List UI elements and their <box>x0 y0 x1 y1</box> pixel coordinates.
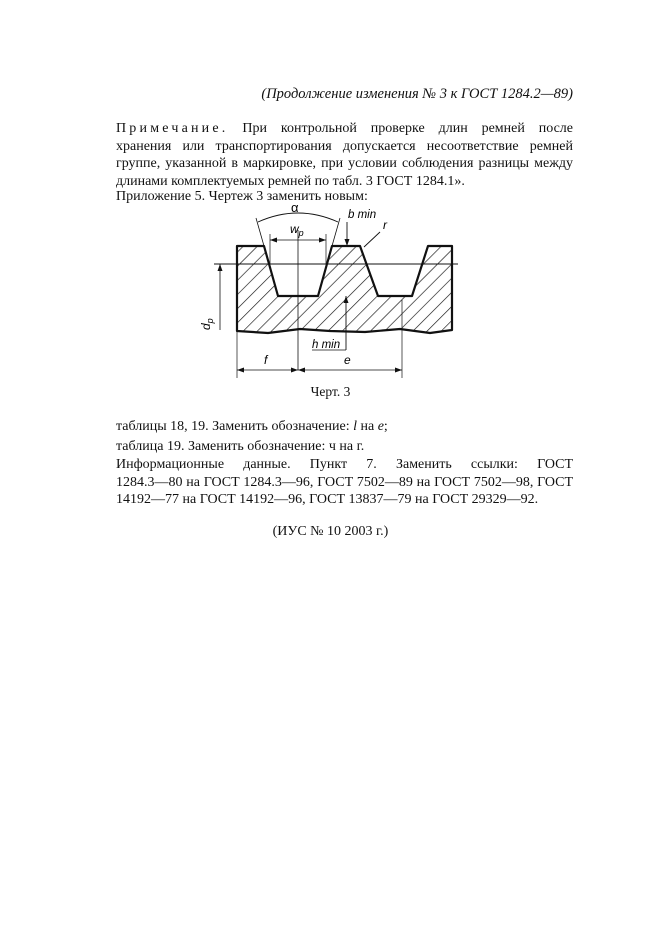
alpha-extension-right <box>332 218 340 246</box>
f-arrow-left <box>237 368 244 373</box>
e-label: e <box>344 353 351 367</box>
bmin-label: b min <box>348 209 377 221</box>
note-label: Примечание. <box>116 121 229 136</box>
drawing-caption: Черт. 3 <box>310 384 351 399</box>
e-arrow-left <box>298 368 305 373</box>
tables-line-1-join: на <box>356 419 378 434</box>
r-leader <box>364 232 380 247</box>
note-line-4: длинами комплектуемых ремней по табл. 3 ГОСТ 1284.1». <box>116 173 465 189</box>
e-arrow-right <box>395 368 402 373</box>
appendix-line: Приложение 5. Чертеж 3 заменить новым: <box>116 189 368 204</box>
symbol-e: e <box>377 419 384 434</box>
wp-arrow-right <box>319 238 326 243</box>
wp-arrow-left <box>270 238 277 243</box>
page-header: (Продолжение изменения № 3 к ГОСТ 1284.2—89) <box>261 86 573 102</box>
dp-arrow-top <box>218 264 223 271</box>
alpha-extension-left <box>256 218 264 246</box>
f-label: f <box>264 353 268 367</box>
note-line-3: группе, указанной в маркировке, при условии соблюдения разницы между <box>116 156 573 171</box>
r-label: r <box>383 218 387 232</box>
hmin-label: h min <box>312 339 341 351</box>
note-line-2: хранения или транспортирования допускается несоответствие ремней <box>116 138 573 154</box>
pulley-groove-drawing <box>190 200 480 380</box>
ius-reference: (ИУС № 10 2003 г.) <box>272 524 389 539</box>
tables-line-2: таблица 19. Заменить обозначение: ч на г. <box>116 439 365 454</box>
info-line-3: 14192—77 на ГОСТ 14192—96, ГОСТ 13837—79 на ГОСТ 29329—92. <box>116 492 539 507</box>
note-line-1 <box>116 120 573 138</box>
pulley-profile <box>237 246 452 333</box>
tables-line-1 <box>116 418 573 436</box>
alpha-label: α <box>291 200 299 215</box>
tables-line-1-end: ; <box>383 419 388 434</box>
tables-line-1-text: таблицы 18, 19. Заменить обозначение: <box>116 419 354 434</box>
f-arrow-right <box>291 368 298 373</box>
dp-label: $d_p$ <box>199 318 215 330</box>
symbol-l: l <box>353 419 357 434</box>
info-line-2: 1284.3—80 на ГОСТ 1284.3—96, ГОСТ 7502—89 на ГОСТ 7502—98, ГОСТ <box>116 474 573 490</box>
info-line-1: Информационные данные. Пункт 7. Заменить ссылки: ГОСТ <box>116 457 573 472</box>
info-paragraph <box>116 456 573 509</box>
note-line-1-text: При контрольной проверке длин ремней после <box>242 121 573 136</box>
wp-label: $w_p$ <box>290 222 304 238</box>
note-paragraph <box>116 120 573 190</box>
